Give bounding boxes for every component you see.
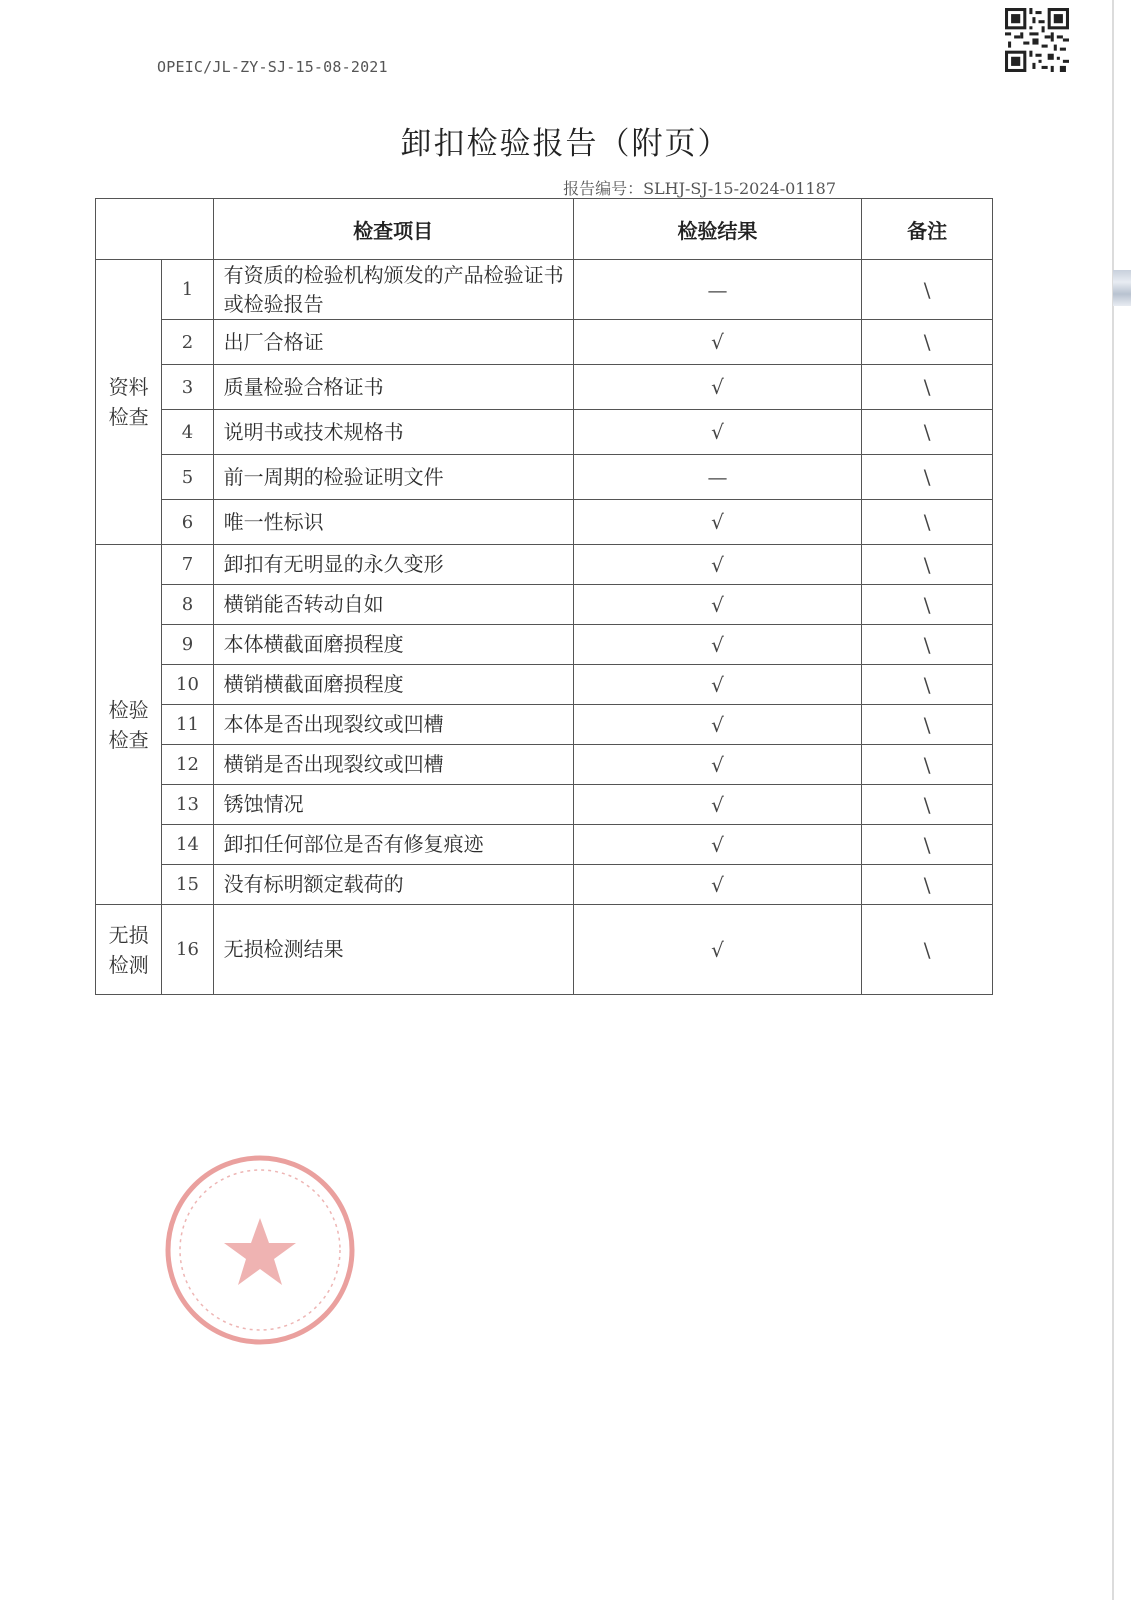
row-note: \ [862,625,993,665]
row-number: 13 [162,785,213,825]
scan-edge-tab [1113,270,1131,306]
table-row [96,410,993,455]
row-item: 横销横截面磨损程度 [213,665,573,705]
row-result: √ [573,500,862,545]
category-line: 检测 [108,952,149,977]
category-line: 检查 [108,405,149,429]
row-number: 5 [162,455,213,500]
table-row [96,585,993,625]
row-note: \ [862,545,993,585]
row-note: \ [862,665,993,705]
row-item: 卸扣有无明显的永久变形 [213,545,573,585]
row-note: \ [862,825,993,865]
row-note: \ [862,585,993,625]
header-note: 备注 [862,199,993,260]
row-result: √ [573,705,862,745]
row-item: 没有标明额定载荷的 [213,865,573,905]
row-item: 无损检测结果 [213,905,573,995]
row-note: \ [862,320,993,365]
table-row [96,545,993,585]
row-item: 说明书或技术规格书 [213,410,573,455]
row-item: 本体横截面磨损程度 [213,625,573,665]
row-note: \ [862,455,993,500]
row-item: 横销能否转动自如 [213,585,573,625]
row-result: √ [573,865,862,905]
row-note: \ [862,905,993,995]
official-seal-stamp [160,1150,360,1350]
row-number: 15 [162,865,213,905]
row-result: √ [573,785,862,825]
page-title: 卸扣检验报告（附页） [400,126,731,162]
table-row [96,865,993,905]
table-row [96,665,993,705]
table-row [96,260,993,320]
table-row [96,905,993,995]
header-result: 检验结果 [573,199,862,260]
row-number: 1 [162,260,213,320]
table-row [96,785,993,825]
row-item: 出厂合格证 [213,320,573,365]
header-blank [96,199,214,260]
row-note: \ [862,500,993,545]
qr-code-icon [1005,8,1069,72]
row-item: 有资质的检验机构颁发的产品检验证书或检验报告 [213,260,573,320]
row-number: 14 [162,825,213,865]
row-result: √ [573,585,862,625]
row-result: √ [573,905,862,995]
row-item: 锈蚀情况 [213,785,573,825]
row-number: 11 [162,705,213,745]
table-row [96,625,993,665]
table-row [96,320,993,365]
category-ndt [96,905,162,995]
row-item: 本体是否出现裂纹或凹槽 [213,705,573,745]
row-result: √ [573,745,862,785]
table-row [96,705,993,745]
report-number: 报告编号：SLHJ-SJ-15-2024-01187 [563,179,836,198]
category-inspection-check [96,545,162,905]
row-result: √ [573,625,862,665]
header-item: 检查项目 [213,199,573,260]
row-number: 12 [162,745,213,785]
row-number: 16 [162,905,213,995]
category-line: 资料 [108,375,149,399]
document-code: OPEIC/JL-ZY-SJ-15-08-2021 [157,58,388,76]
row-result: — [573,260,862,320]
row-item: 卸扣任何部位是否有修复痕迹 [213,825,573,865]
row-note: \ [862,260,993,320]
scan-edge [1112,0,1114,1600]
table-row [96,455,993,500]
row-note: \ [862,365,993,410]
row-result: √ [573,825,862,865]
row-result: √ [573,410,862,455]
table-row [96,500,993,545]
row-item: 横销是否出现裂纹或凹槽 [213,745,573,785]
row-number: 4 [162,410,213,455]
table-header-row [96,199,993,260]
row-number: 10 [162,665,213,705]
row-item: 质量检验合格证书 [213,365,573,410]
row-note: \ [862,785,993,825]
category-line: 检查 [108,727,149,752]
table-row [96,825,993,865]
row-note: \ [862,745,993,785]
category-data-check [96,260,162,545]
table-row [96,745,993,785]
row-number: 3 [162,365,213,410]
row-item: 唯一性标识 [213,500,573,545]
row-number: 2 [162,320,213,365]
row-item: 前一周期的检验证明文件 [213,455,573,500]
row-number: 8 [162,585,213,625]
row-number: 6 [162,500,213,545]
row-result: √ [573,365,862,410]
category-line: 检验 [108,697,149,722]
inspection-table [95,198,993,995]
row-result: — [573,455,862,500]
row-note: \ [862,705,993,745]
row-note: \ [862,865,993,905]
table-row [96,365,993,410]
row-number: 7 [162,545,213,585]
row-result: √ [573,320,862,365]
row-result: √ [573,665,862,705]
row-number: 9 [162,625,213,665]
category-line: 无损 [108,922,149,947]
row-note: \ [862,410,993,455]
row-result: √ [573,545,862,585]
